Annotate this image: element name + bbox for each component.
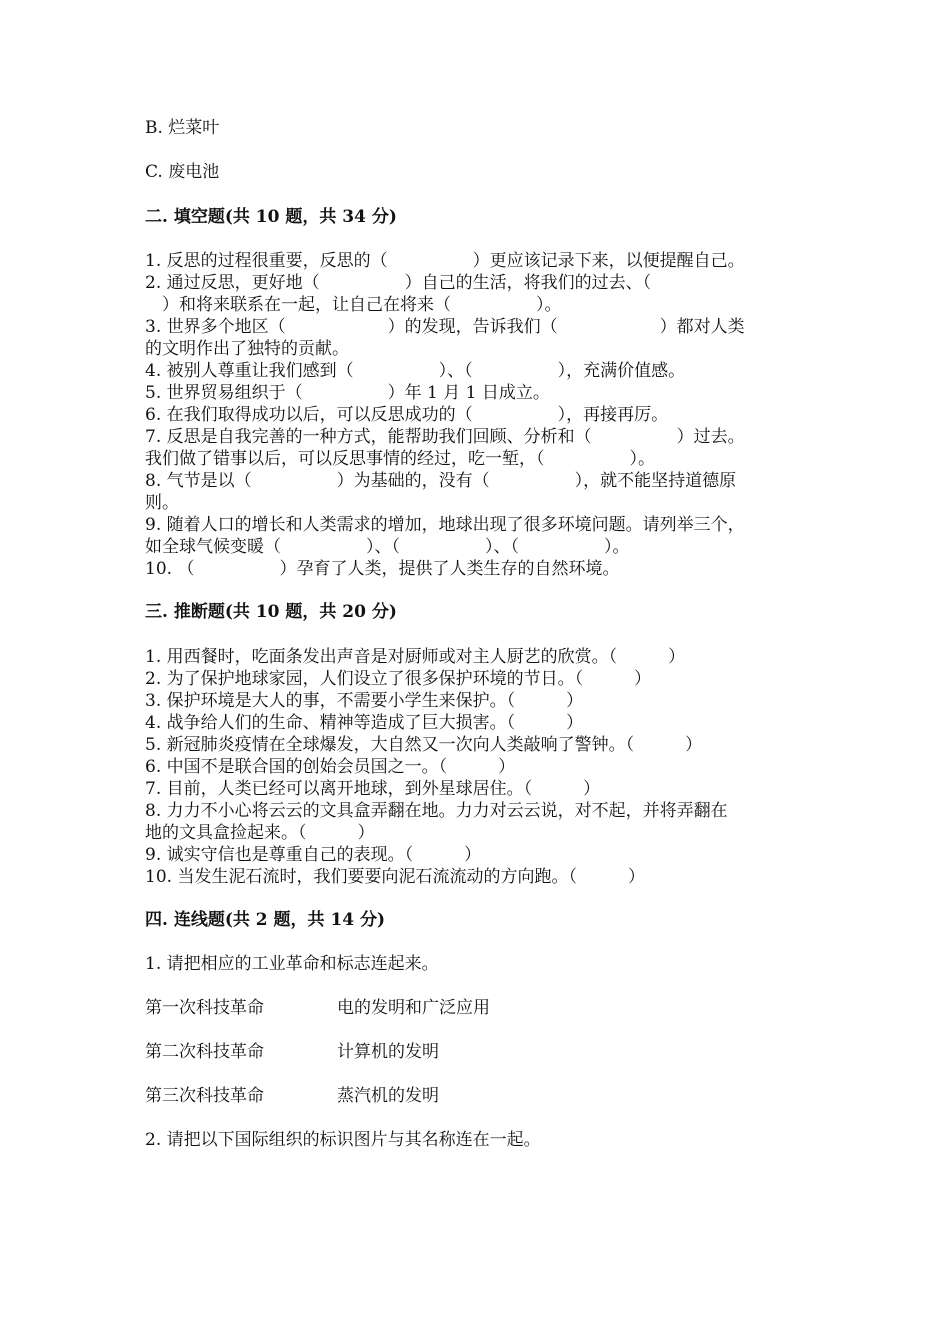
fill-line: 我们做了错事以后，可以反思事情的经过，吃一堑，（ ）。 [145,449,655,469]
judge-line: 1. 用西餐时，吃面条发出声音是对厨师或对主人厨艺的欣赏。（ ） [145,647,686,667]
option-b: B. 烂菜叶 [145,118,220,138]
section4-title: 四. 连线题(共 2 题，共 14 分) [145,910,386,930]
fill-line: 6. 在我们取得成功以后，可以反思成功的（ ），再接再厉。 [145,405,669,425]
fill-line: 3. 世界多个地区（ ）的发现，告诉我们（ ）都对人类 [145,317,745,337]
fill-line: 2. 通过反思，更好地（ ）自己的生活，将我们的过去、（ [145,273,652,293]
match-right-item: 电的发明和广泛应用 [337,998,490,1018]
judge-line: 地的文具盒捡起来。（ ） [145,823,375,843]
option-c: C. 废电池 [145,162,220,182]
judge-line: 10. 当发生泥石流时，我们要要向泥石流流动的方向跑。（ ） [145,867,645,887]
match-right-item: 计算机的发明 [337,1042,439,1062]
fill-line: 则。 [145,493,179,513]
match-left-item: 第三次科技革命 [145,1086,264,1106]
match-right-item: 蒸汽机的发明 [337,1086,439,1106]
fill-line: 5. 世界贸易组织于（ ）年 1 月 1 日成立。 [145,383,550,403]
fill-line: 如全球气候变暖（ ）、（ ）、（ ）。 [145,537,630,557]
fill-line: 9. 随着人口的增长和人类需求的增加，地球出现了很多环境问题。请列举三个， [145,515,745,535]
section2-title: 二. 填空题(共 10 题，共 34 分) [145,207,397,227]
judge-line: 4. 战争给人们的生命、精神等造成了巨大损害。（ ） [145,713,584,733]
match-question-2: 2. 请把以下国际组织的标识图片与其名称连在一起。 [145,1130,541,1150]
fill-line: 8. 气节是以（ ）为基础的，没有（ ），就不能坚持道德原 [145,471,737,491]
judge-line: 6. 中国不是联合国的创始会员国之一。（ ） [145,757,516,777]
judge-line: 9. 诚实守信也是尊重自己的表现。（ ） [145,845,482,865]
fill-line: 的文明作出了独特的贡献。 [145,339,349,359]
section3-title: 三. 推断题(共 10 题，共 20 分) [145,602,397,622]
match-question-1: 1. 请把相应的工业革命和标志连起来。 [145,954,439,974]
match-left-item: 第一次科技革命 [145,998,264,1018]
judge-line: 2. 为了保护地球家园，人们设立了很多保护环境的节日。（ ） [145,669,652,689]
judge-line: 7. 目前，人类已经可以离开地球，到外星球居住。（ ） [145,779,601,799]
match-left-item: 第二次科技革命 [145,1042,264,1062]
judge-line: 8. 力力不小心将云云的文具盒弄翻在地。力力对云云说，对不起，并将弄翻在 [145,801,728,821]
fill-line: ）和将来联系在一起，让自己在将来（ ）。 [145,295,562,315]
fill-line: 7. 反思是自我完善的一种方式，能帮助我们回顾、分析和（ ）过去。 [145,427,745,447]
judge-line: 3. 保护环境是大人的事，不需要小学生来保护。（ ） [145,691,584,711]
fill-line: 10. （ ）孕育了人类，提供了人类生存的自然环境。 [145,559,620,579]
fill-line: 4. 被别人尊重让我们感到（ ）、（ ），充满价值感。 [145,361,686,381]
judge-line: 5. 新冠肺炎疫情在全球爆发，大自然又一次向人类敲响了警钟。（ ） [145,735,703,755]
fill-line: 1. 反思的过程很重要，反思的（ ）更应该记录下来，以便提醒自己。 [145,251,745,271]
